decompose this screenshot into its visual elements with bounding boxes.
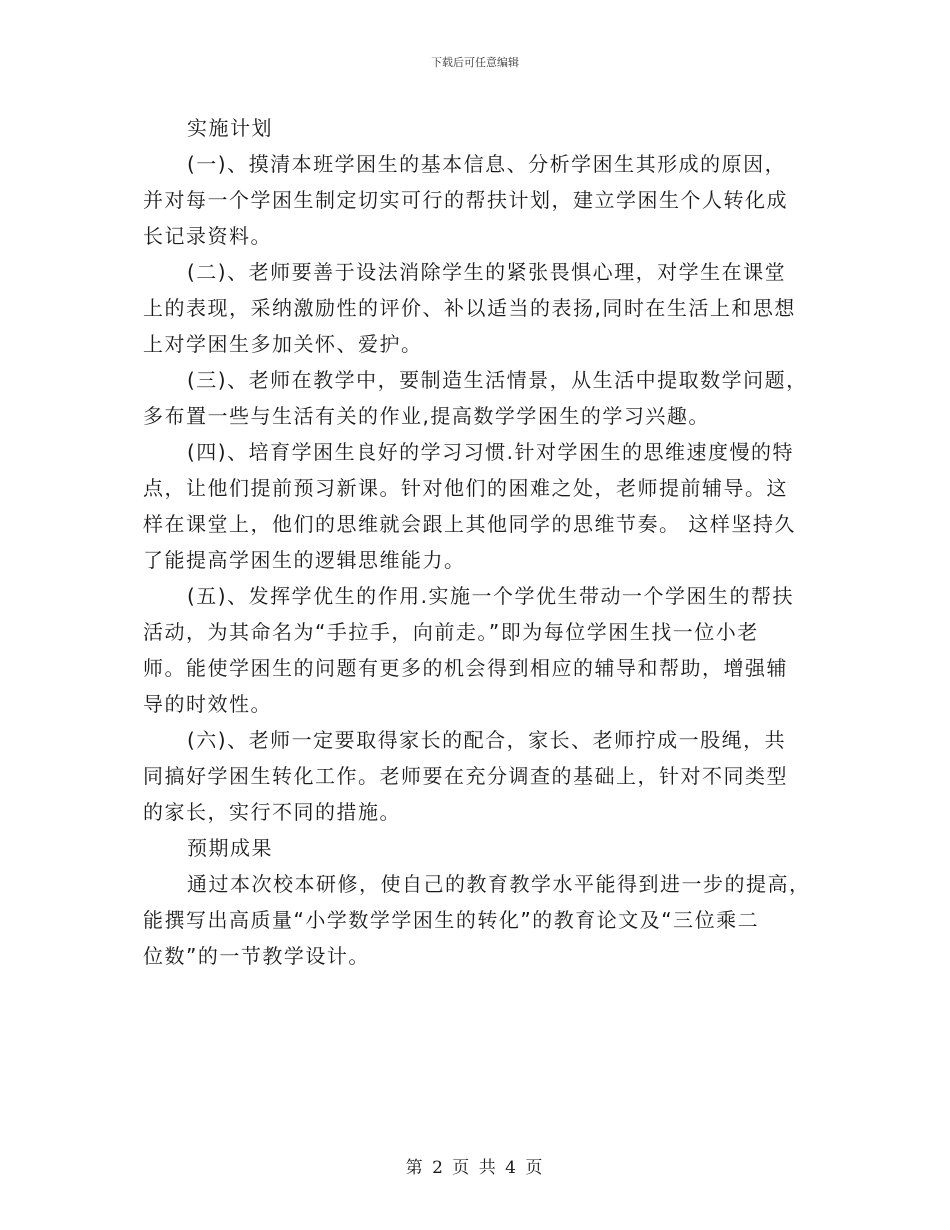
page-number-footer: 第 2 页 共 4 页: [405, 1158, 545, 1178]
paragraph-line: 活动，为其命名为“手拉手，向前走。”即为每位学困生找一位小老: [143, 620, 759, 644]
paragraph-line: 点，让他们提前预习新课。针对他们的困难之处，老师提前辅导。这: [143, 476, 788, 500]
paragraph-line: (六)、老师一定要取得家长的配合，家长、老师拧成一股绳，共: [187, 728, 787, 752]
section-heading-plan: 实施计划: [187, 116, 273, 140]
paragraph-line: (二)、老师要善于设法消除学生的紧张畏惧心理，对学生在课堂: [187, 260, 787, 284]
paragraph-line: 通过本次校本研修，使自己的教育教学水平能得到进一步的提高，: [187, 872, 811, 896]
page-header-note: 下载后可任意编辑: [431, 56, 519, 69]
paragraph-line: 了能提高学困生的逻辑思维能力。: [143, 548, 466, 572]
paragraph-line: 并对每一个学困生制定切实可行的帮扶计划，建立学困生个人转化成: [143, 188, 788, 212]
paragraph-line: 师。能使学困生的问题有更多的机会得到相应的辅导和帮助，增强辅: [143, 656, 788, 680]
paragraph-line: 的家长，实行不同的措施。: [143, 800, 401, 824]
paragraph-line: 上对学困生多加关怀、爱护。: [143, 332, 423, 356]
paragraph-line: (四)、培育学困生良好的学习习惯.针对学困生的思维速度慢的特: [187, 440, 794, 464]
paragraph-line: (五)、发挥学优生的作用.实施一个学优生带动一个学困生的帮扶: [187, 584, 794, 608]
paragraph-line: 位数”的一节教学设计。: [143, 944, 370, 968]
paragraph-line: 多布置一些与生活有关的作业,提高数学学困生的学习兴趣。: [143, 404, 710, 428]
paragraph-line: 能撰写出高质量“小学数学学困生的转化”的教育论文及“三位乘二: [143, 908, 760, 932]
paragraph-line: 同搞好学困生转化工作。老师要在充分调查的基础上，针对不同类型: [143, 764, 788, 788]
document-body: [143, 110, 811, 974]
paragraph-line: 样在课堂上，他们的思维就会跟上其他同学的思维节奏。 这样坚持久: [143, 512, 796, 536]
paragraph-line: 导的时效性。: [143, 692, 272, 716]
paragraph-line: 长记录资料。: [143, 224, 272, 248]
paragraph-line: 上的表现，采纳激励性的评价、补以适当的表扬,同时在生活上和思想: [143, 296, 796, 320]
paragraph-line: (三)、老师在教学中，要制造生活情景，从生活中提取数学问题，: [187, 368, 808, 392]
section-heading-results: 预期成果: [187, 836, 273, 860]
paragraph-line: (一)、摸清本班学困生的基本信息、分析学困生其形成的原因，: [187, 152, 787, 176]
